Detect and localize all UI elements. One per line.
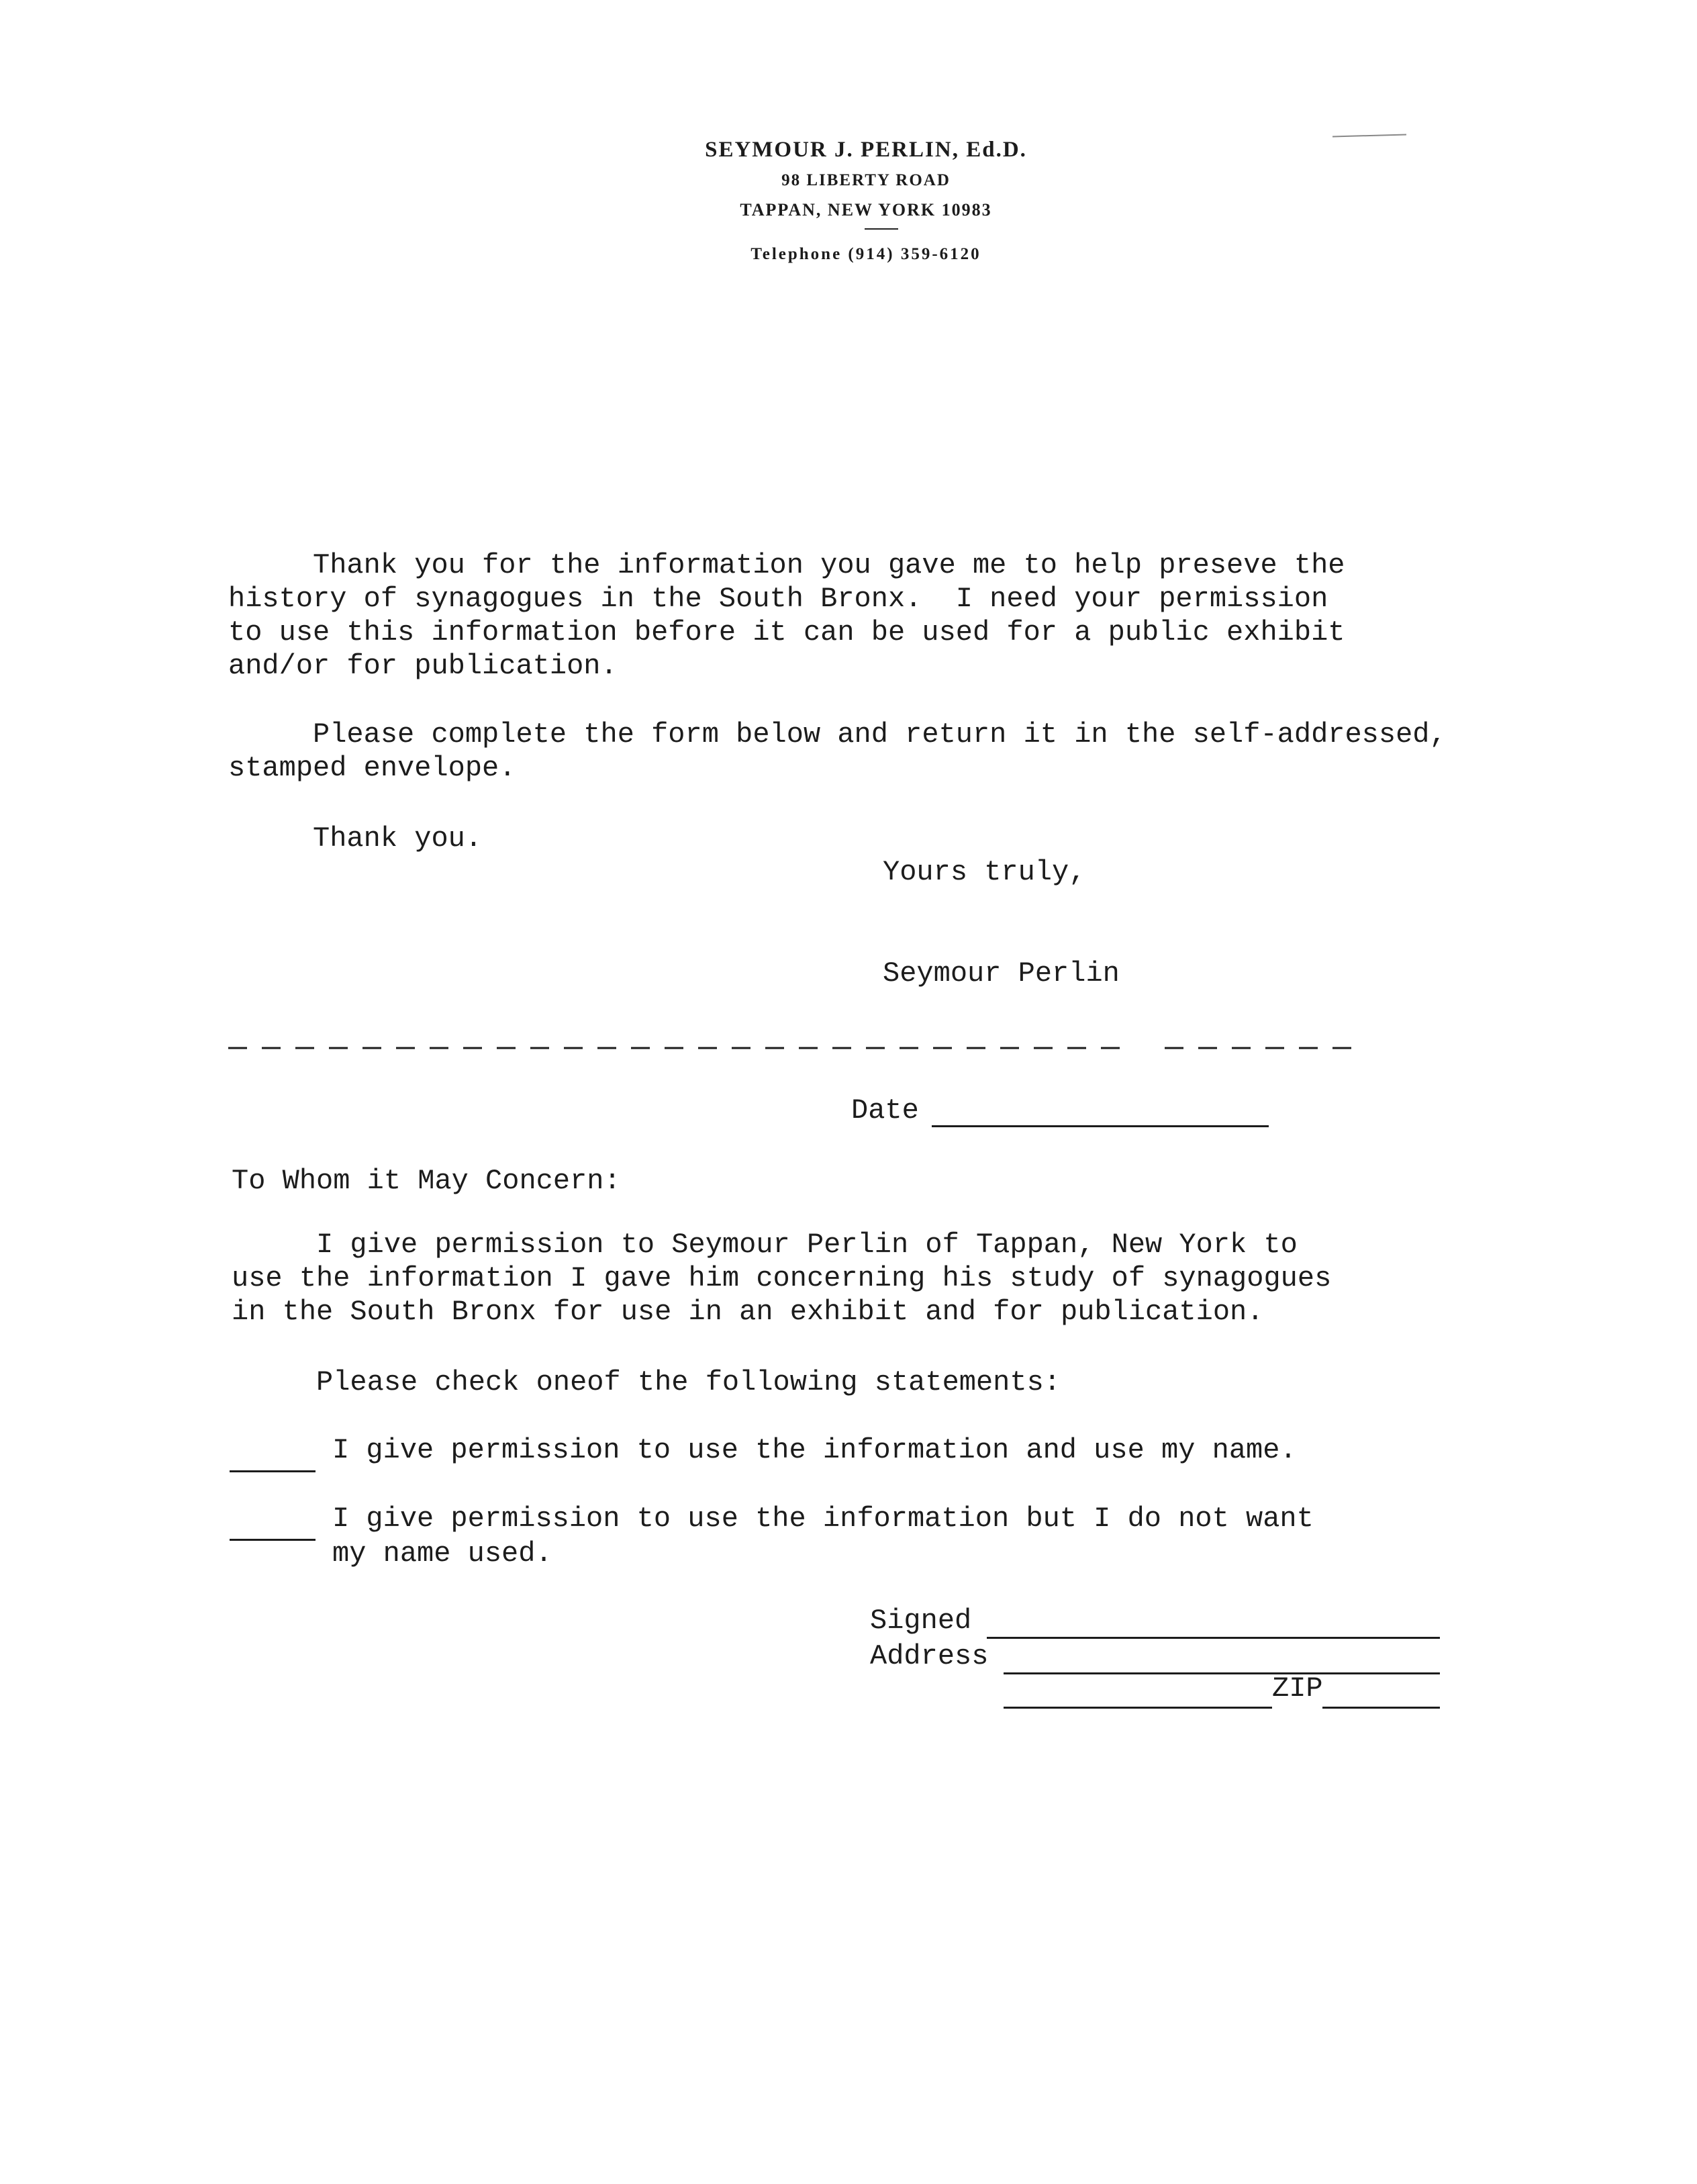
letter-closing: Yours truly, (883, 856, 1086, 888)
letterhead-name: SEYMOUR J. PERLIN, Ed.D. (705, 138, 1027, 162)
option-2-checkbox-blank[interactable] (230, 1539, 316, 1541)
date-field[interactable] (932, 1125, 1269, 1127)
permission-line-3: in the South Bronx for use in an exhibit and for publication. (232, 1296, 1264, 1328)
letter-paragraph-2-line-1: Please complete the form below and return it in the self-addressed, (228, 718, 1447, 751)
permission-line-1: I give permission to Seymour Perlin of Tappan, New York to (232, 1229, 1298, 1261)
letter-paragraph-1-line-3: to use this information before it can be used for a public exhibit (228, 616, 1345, 649)
letter-signature: Seymour Perlin (883, 957, 1120, 990)
zip-label: ZIP (1272, 1672, 1323, 1705)
letter-paragraph-1-line-2: history of synagogues in the South Bronx. I need your permission (228, 583, 1328, 615)
signed-label: Signed (870, 1605, 972, 1637)
letterhead-telephone: Telephone (914) 359-6120 (750, 245, 981, 263)
option-2-text-line-1: I give permission to use the information but I do not want (332, 1503, 1314, 1535)
option-1-text: I give permission to use the information and use my name. (332, 1434, 1297, 1466)
letterhead-divider (865, 228, 898, 230)
address-label: Address (870, 1640, 989, 1672)
letter-paragraph-1-line-4: and/or for publication. (228, 650, 618, 682)
tear-off-dashed-line (228, 1044, 1356, 1052)
address-field-line-1[interactable] (1004, 1672, 1440, 1674)
option-1-checkbox-blank[interactable] (230, 1470, 316, 1472)
stray-pen-mark (1332, 134, 1406, 138)
letterhead-street: 98 LIBERTY ROAD (781, 171, 951, 189)
signed-field[interactable] (987, 1637, 1440, 1639)
letterhead-city: TAPPAN, NEW YORK 10983 (740, 200, 992, 220)
option-2-text-line-2: my name used. (332, 1537, 552, 1570)
letter-paragraph-2-line-2: stamped envelope. (228, 752, 516, 784)
check-instruction: Please check oneof the following statements: (232, 1366, 1061, 1398)
permission-line-2: use the information I gave him concerning his study of synagogues (232, 1262, 1332, 1294)
address-field-line-2[interactable] (1004, 1707, 1272, 1709)
letter-thanks: Thank you. (228, 822, 483, 855)
form-salutation: To Whom it May Concern: (232, 1165, 621, 1197)
letter-paragraph-1-line-1: Thank you for the information you gave me to help preseve the (228, 549, 1345, 581)
zip-field[interactable] (1322, 1707, 1440, 1709)
date-label: Date (851, 1094, 919, 1127)
